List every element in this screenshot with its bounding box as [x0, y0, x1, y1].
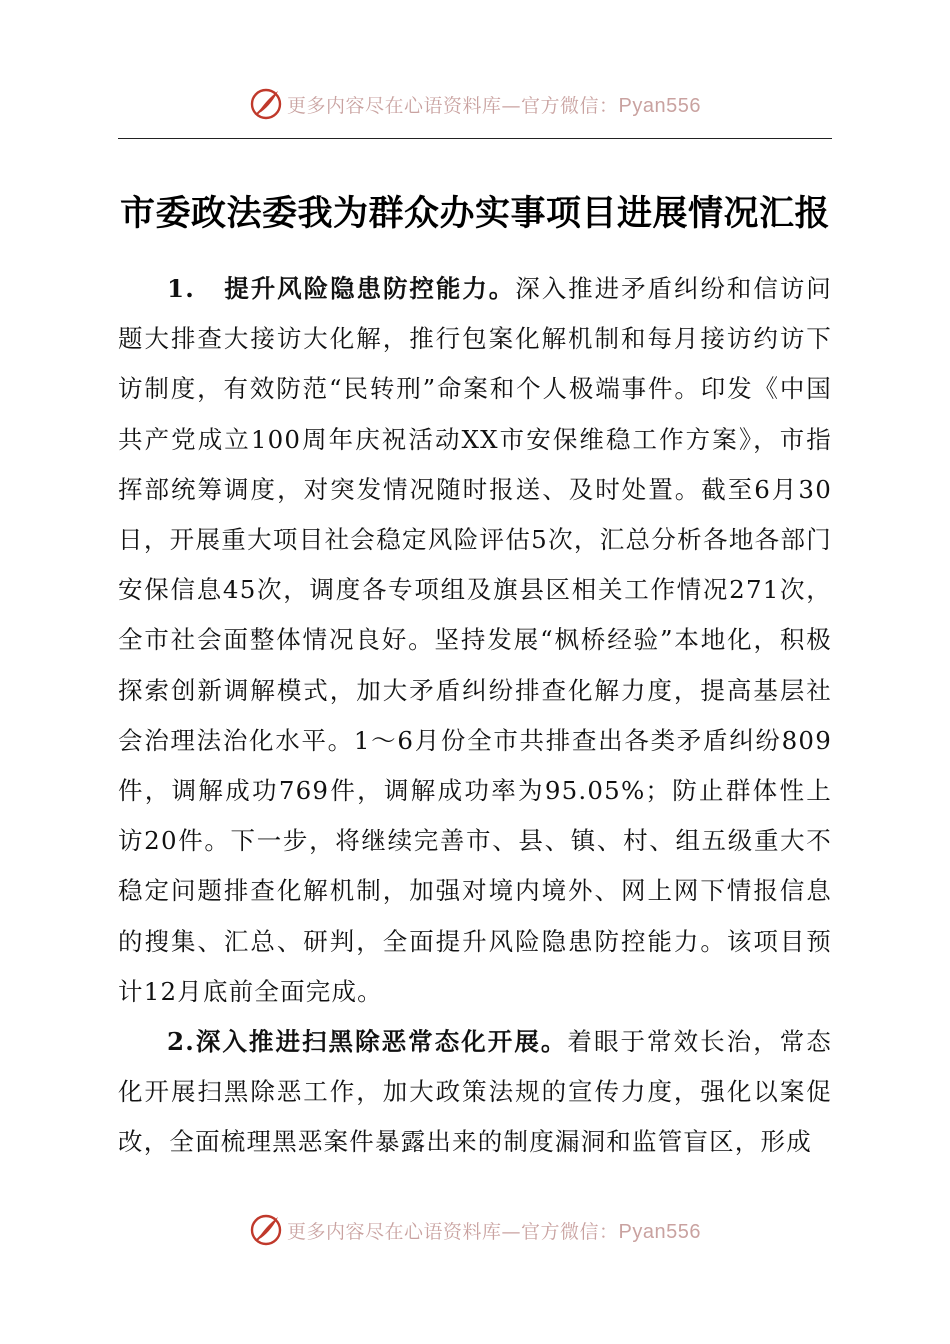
quill-logo-icon [249, 87, 283, 121]
watermark-account: Pyan556 [618, 1220, 701, 1243]
document-title: 市委政法委我为群众办实事项目进展情况汇报 [119, 193, 830, 234]
quill-logo-icon [249, 1213, 283, 1247]
section-paragraph [118, 264, 832, 1017]
watermark-text: 更多内容尽在心语资料库—官方微信：Pyan556 [287, 1220, 701, 1243]
section-body: 着眼于常效长治，常态化开展扫黑除恶工作，加大政策法规的宣传力度，强化以案促改，全面梳理黑恶案件暴露出来的制度漏洞和监管盲区，形成 [118, 1027, 832, 1157]
section-paragraph [118, 1017, 832, 1168]
section-body: 深入推进矛盾纠纷和信访问题大排查大接访大化解，推行包案化解机制和每月接访约访下访制度，有效防范“民转刑”命案和个人极端事件。印发《中国共产党成立100周年庆祝活动XX市安保维稳工作方案》，市指挥部统筹调度，对突发情况随时报送、及时处置。截至6月30日，开展重大项目社会稳定风险评估5次，汇总分析各地各部门安保信息45次，调度各专项组及旗县区相关工作情况271次，全市社会面整体情况良好。坚持发展“枫桥经验”本地化，积极探索创新调解模式，加大矛盾纠纷排查化解力度，提高基层社会治理法治化水平。1～6月份全市共排查出各类矛盾纠纷809件，调解成功769件，调解成功率为95.05%；防止群体性上访20件。下一步，将继续完善市、县、镇、村、组五级重大不稳定问题排查化解机制，加强对境内境外、网上网下情报信息的搜集、汇总、研判，全面提升风险隐患防控能力。该项目预计12月底前全面完成。 [118, 274, 832, 1006]
header-watermark [0, 84, 950, 124]
watermark-account: Pyan556 [618, 94, 701, 117]
footer-watermark [0, 1210, 950, 1250]
section-number: 1. [167, 274, 195, 303]
section-number: 2. [167, 1027, 195, 1057]
document-body [118, 264, 832, 1168]
watermark-text: 更多内容尽在心语资料库—官方微信：Pyan556 [287, 94, 701, 117]
header-divider [118, 138, 832, 139]
section-heading: 提升风险隐患防控能力。 [224, 274, 516, 303]
section-heading: 深入推进扫黑除恶常态化开展。 [194, 1027, 568, 1057]
